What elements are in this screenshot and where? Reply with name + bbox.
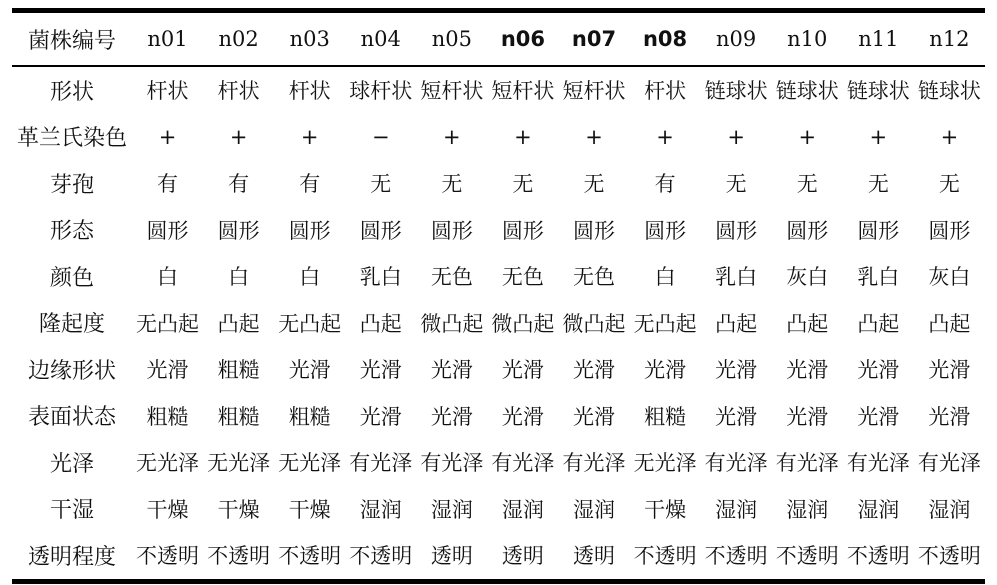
table-cell: 光滑 [573,404,615,429]
table-cell: 无色 [573,265,615,290]
table-cell: 有光泽 [349,451,413,476]
table-cell: 粗糙 [146,404,189,429]
table-row [12,253,985,300]
table-cell: 凸起 [359,311,402,336]
table-cell: 光滑 [359,404,402,429]
table-cell: 微凸起 [420,311,484,336]
table-cell: 灰白 [786,265,829,290]
table-cell: 无 [725,172,747,197]
row-label: 颜色 [49,265,94,291]
table-cell: 透明 [501,544,544,569]
header-cell-n08: n08 [642,27,688,51]
table-cell: 无光泽 [207,451,271,476]
table-cell: 乳白 [715,265,758,290]
header-cell-strain-id: 菌株编号 [27,28,116,54]
row-label: 芽孢 [49,172,94,198]
table-cell: 不透明 [917,544,981,569]
table-cell: 干燥 [146,497,189,522]
table-cell: + [798,124,817,149]
table-cell: 圆形 [501,218,544,243]
row-label: 形状 [49,79,94,105]
table-cell: 透明 [430,544,473,569]
table-cell: 光滑 [430,358,473,383]
table-cell: 湿润 [359,497,402,522]
table-cell: 圆形 [217,218,260,243]
table-cell: 乳白 [359,265,402,290]
row-label: 光泽 [49,451,94,477]
table-cell: 白 [157,265,179,290]
table-cell: 链球状 [704,79,768,104]
row-label: 干湿 [49,498,94,524]
table-cell: 有 [228,172,250,197]
table-cell: 有光泽 [704,451,768,476]
table-cell: 圆形 [359,218,402,243]
table-cell: 有 [299,172,321,197]
row-label: 革兰氏染色 [16,126,127,152]
table-cell: 圆形 [573,218,615,243]
table-cell: 圆形 [430,218,473,243]
table-cell: 杆状 [288,79,331,104]
table-cell: 短杆状 [420,79,484,104]
table-cell: 粗糙 [217,404,260,429]
table-row [12,532,985,581]
table-cell: 不透明 [633,544,697,569]
table-cell: 湿润 [928,497,971,522]
table-cell: 光滑 [715,358,758,383]
table-cell: 有光泽 [917,451,981,476]
header-cell-n01: n01 [147,27,188,51]
table-cell: 无光泽 [633,451,697,476]
table-cell: + [869,124,888,149]
table-cell: + [300,124,319,149]
header-cell-n09: n09 [716,27,757,51]
table-cell: + [727,124,745,149]
table-cell: 光滑 [786,358,829,383]
table-cell: 圆形 [715,218,758,243]
table-cell: 无凸起 [633,311,697,336]
table-row [12,66,985,114]
table-cell: 光滑 [501,404,544,429]
table-cell: 乳白 [857,265,900,290]
row-label: 表面状态 [27,405,116,431]
table-cell: 凸起 [857,311,900,336]
table-cell: + [229,124,248,149]
table-cell: 白 [299,265,321,290]
header-cell-n04: n04 [360,27,401,51]
table-cell: 杆状 [644,79,687,104]
header-cell-n06: n06 [500,27,546,51]
table-cell: 湿润 [501,497,544,522]
table-cell: 无光泽 [278,451,342,476]
table-row [12,160,985,207]
row-label: 形态 [49,219,94,245]
table-cell: 白 [228,265,250,290]
table-cell: 无 [867,172,889,197]
table-cell: 球杆状 [349,79,413,104]
table-cell: + [940,124,959,149]
table-cell: − [371,124,390,149]
table-cell: 光滑 [786,404,829,429]
strain-characteristics-table-container [12,8,985,584]
table-cell: 圆形 [928,218,971,243]
table-cell: + [443,124,461,149]
table-cell: 光滑 [857,404,900,429]
row-label: 隆起度 [38,312,105,338]
table-cell: 微凸起 [562,311,626,336]
table-cell: 白 [654,265,676,290]
table-row [12,486,985,533]
table-cell: 透明 [573,544,615,569]
table-cell: 有 [654,172,676,197]
table-cell: 湿润 [786,497,829,522]
table-cell: 光滑 [928,404,971,429]
header-row [12,11,985,67]
table-cell: 光滑 [288,358,331,383]
table-cell: 无色 [501,265,544,290]
table-cell: 无凸起 [136,311,200,336]
table-cell: 不透明 [278,544,342,569]
table-cell: 光滑 [430,404,473,429]
table-cell: 短杆状 [491,79,555,104]
table-cell: 无 [583,172,605,197]
table-cell: 圆形 [146,218,189,243]
table-cell: + [158,124,177,149]
table-cell: 短杆状 [562,79,626,104]
row-label: 边缘形状 [27,358,116,384]
table-cell: 灰白 [928,265,971,290]
table-row [12,393,985,440]
header-cell-n10: n10 [787,27,828,51]
table-cell: 有光泽 [562,451,626,476]
table-cell: 不透明 [349,544,413,569]
table-cell: 圆形 [644,218,687,243]
table-cell: 无 [512,172,534,197]
table-cell: 无 [796,172,818,197]
table-cell: 无凸起 [278,311,342,336]
table-cell: 粗糙 [644,404,687,429]
table-cell: 链球状 [917,79,981,104]
table-cell: 粗糙 [288,404,331,429]
table-cell: 光滑 [715,404,758,429]
table-cell: 光滑 [857,358,900,383]
table-cell: 凸起 [715,311,758,336]
header-cell-n02: n02 [218,27,259,51]
table-cell: 不透明 [207,544,271,569]
table-cell: 光滑 [928,358,971,383]
table-cell: 光滑 [146,358,189,383]
table-row [12,346,985,393]
table-cell: 无 [441,172,463,197]
table-row [12,439,985,486]
header-cell-n12: n12 [929,27,970,51]
table-cell: 有光泽 [491,451,555,476]
table-cell: 光滑 [573,358,615,383]
table-cell: 链球状 [775,79,839,104]
table-cell: + [585,124,603,149]
table-cell: 有光泽 [846,451,910,476]
table-cell: 无 [370,172,392,197]
header-cell-n05: n05 [431,27,472,51]
table-cell: 不透明 [775,544,839,569]
table-cell: 凸起 [217,311,260,336]
table-cell: 湿润 [715,497,758,522]
table-cell: 不透明 [846,544,910,569]
table-cell: 有光泽 [420,451,484,476]
table-cell: 凸起 [928,311,971,336]
table-cell: 无光泽 [136,451,200,476]
table-cell: 凸起 [786,311,829,336]
table-cell: 湿润 [857,497,900,522]
table-cell: 圆形 [786,218,829,243]
table-cell: 干燥 [644,497,687,522]
table-cell: 不透明 [136,544,200,569]
table-cell: 有光泽 [775,451,839,476]
table-cell: 不透明 [704,544,768,569]
table-cell: + [656,124,674,149]
table-cell: 无 [938,172,960,197]
table-cell: 杆状 [217,79,260,104]
table-cell: 干燥 [217,497,260,522]
table-cell: 光滑 [501,358,544,383]
strain-characteristics-table [12,8,985,584]
table-cell: 圆形 [857,218,900,243]
table-cell: + [514,124,532,149]
table-body [12,66,985,581]
header-cell-n11: n11 [858,27,899,51]
table-cell: 粗糙 [217,358,260,383]
header-cell-n03: n03 [289,27,330,51]
table-cell: 干燥 [288,497,331,522]
table-row [12,300,985,347]
table-cell: 湿润 [430,497,473,522]
table-cell: 无色 [430,265,473,290]
table-cell: 链球状 [846,79,910,104]
table-cell: 圆形 [288,218,331,243]
header-cell-n07: n07 [571,27,617,51]
row-label: 透明程度 [27,544,116,570]
table-cell: 微凸起 [491,311,555,336]
table-cell: 杆状 [146,79,189,104]
table-cell: 湿润 [573,497,615,522]
table-cell: 有 [157,172,179,197]
table-cell: 光滑 [644,358,687,383]
table-cell: 光滑 [359,358,402,383]
table-row [12,207,985,254]
table-row [12,114,985,161]
